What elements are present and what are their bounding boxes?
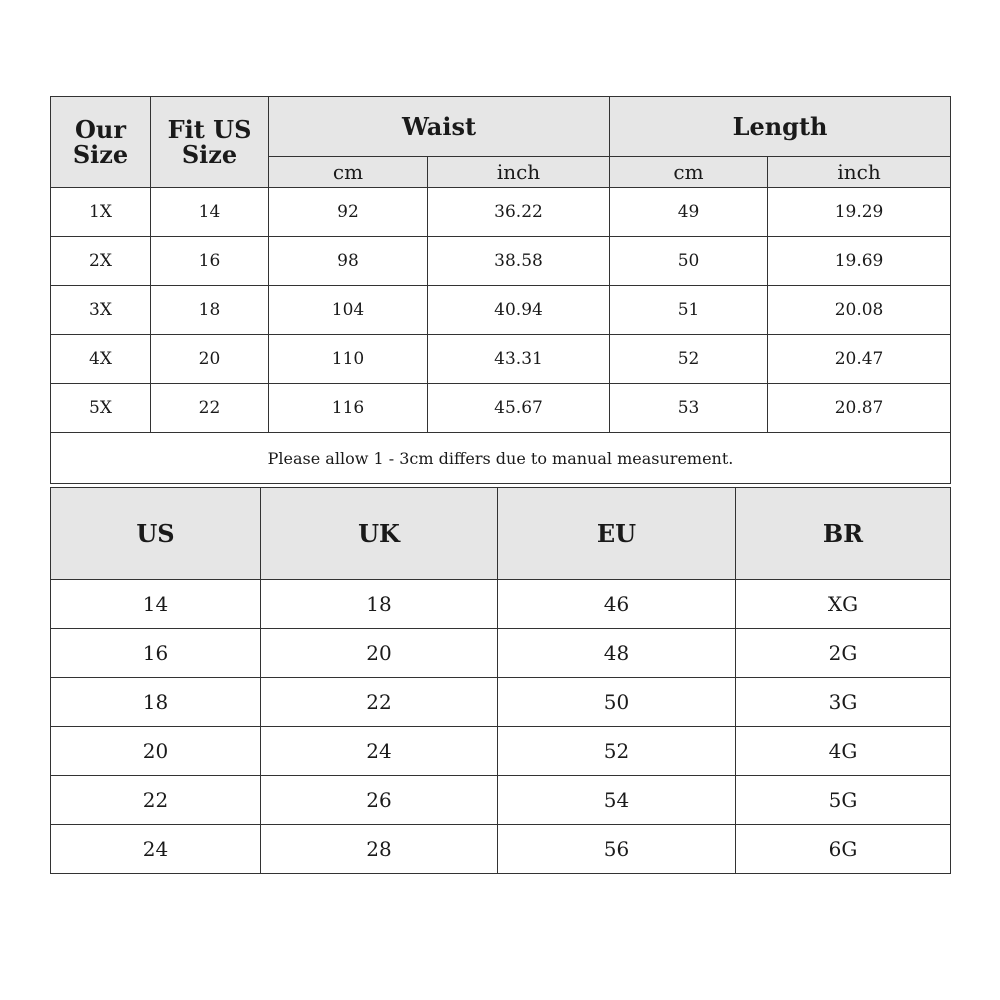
cell-eu: 48 [498,629,736,678]
cell-waist-inch: 36.22 [428,188,610,237]
measurement-note: Please allow 1 - 3cm differs due to manual measurement. [51,433,951,484]
cell-fit-us: 14 [151,188,269,237]
cell-us: 20 [51,727,261,776]
cell-waist-cm: 110 [269,335,428,384]
cell-fit-us: 18 [151,286,269,335]
table-row [51,384,951,433]
table-row [51,825,951,874]
cell-our-size: 3X [51,286,151,335]
cell-fit-us: 22 [151,384,269,433]
table-row [51,580,951,629]
cell-eu: 52 [498,727,736,776]
cell-br: 2G [736,629,951,678]
cell-uk: 26 [261,776,498,825]
header-length-inch: inch [768,157,951,188]
table-row [51,335,951,384]
cell-length-inch: 20.08 [768,286,951,335]
header-waist-cm: cm [269,157,428,188]
cell-us: 18 [51,678,261,727]
header-uk: UK [261,488,498,580]
cell-length-inch: 20.47 [768,335,951,384]
cell-us: 22 [51,776,261,825]
cell-uk: 24 [261,727,498,776]
cell-length-cm: 49 [610,188,768,237]
cell-length-cm: 52 [610,335,768,384]
size-chart-table [50,96,951,484]
cell-length-inch: 20.87 [768,384,951,433]
cell-br: 3G [736,678,951,727]
cell-our-size: 4X [51,335,151,384]
table-row [51,237,951,286]
cell-waist-inch: 38.58 [428,237,610,286]
cell-our-size: 5X [51,384,151,433]
table-row [51,678,951,727]
cell-eu: 54 [498,776,736,825]
header-our-size: Our Size [51,97,151,188]
cell-uk: 28 [261,825,498,874]
cell-length-cm: 50 [610,237,768,286]
header-length-cm: cm [610,157,768,188]
cell-waist-inch: 45.67 [428,384,610,433]
cell-uk: 22 [261,678,498,727]
cell-br: XG [736,580,951,629]
cell-length-cm: 53 [610,384,768,433]
cell-waist-cm: 116 [269,384,428,433]
cell-br: 5G [736,776,951,825]
cell-br: 6G [736,825,951,874]
cell-fit-us: 20 [151,335,269,384]
cell-uk: 20 [261,629,498,678]
cell-eu: 56 [498,825,736,874]
cell-uk: 18 [261,580,498,629]
cell-waist-inch: 43.31 [428,335,610,384]
cell-our-size: 2X [51,237,151,286]
cell-our-size: 1X [51,188,151,237]
header-br: BR [736,488,951,580]
cell-us: 24 [51,825,261,874]
table-row [51,286,951,335]
table-row [51,629,951,678]
cell-us: 16 [51,629,261,678]
table-row [51,776,951,825]
cell-eu: 50 [498,678,736,727]
header-length: Length [610,97,951,157]
table-row [51,188,951,237]
header-eu: EU [498,488,736,580]
cell-length-inch: 19.29 [768,188,951,237]
cell-fit-us: 16 [151,237,269,286]
header-us: US [51,488,261,580]
cell-waist-cm: 104 [269,286,428,335]
cell-waist-inch: 40.94 [428,286,610,335]
header-waist-inch: inch [428,157,610,188]
cell-us: 14 [51,580,261,629]
table-row [51,727,951,776]
cell-waist-cm: 98 [269,237,428,286]
cell-waist-cm: 92 [269,188,428,237]
cell-length-cm: 51 [610,286,768,335]
header-fit-us-size: Fit US Size [151,97,269,188]
cell-length-inch: 19.69 [768,237,951,286]
cell-br: 4G [736,727,951,776]
size-conversion-table [50,487,951,874]
header-waist: Waist [269,97,610,157]
cell-eu: 46 [498,580,736,629]
